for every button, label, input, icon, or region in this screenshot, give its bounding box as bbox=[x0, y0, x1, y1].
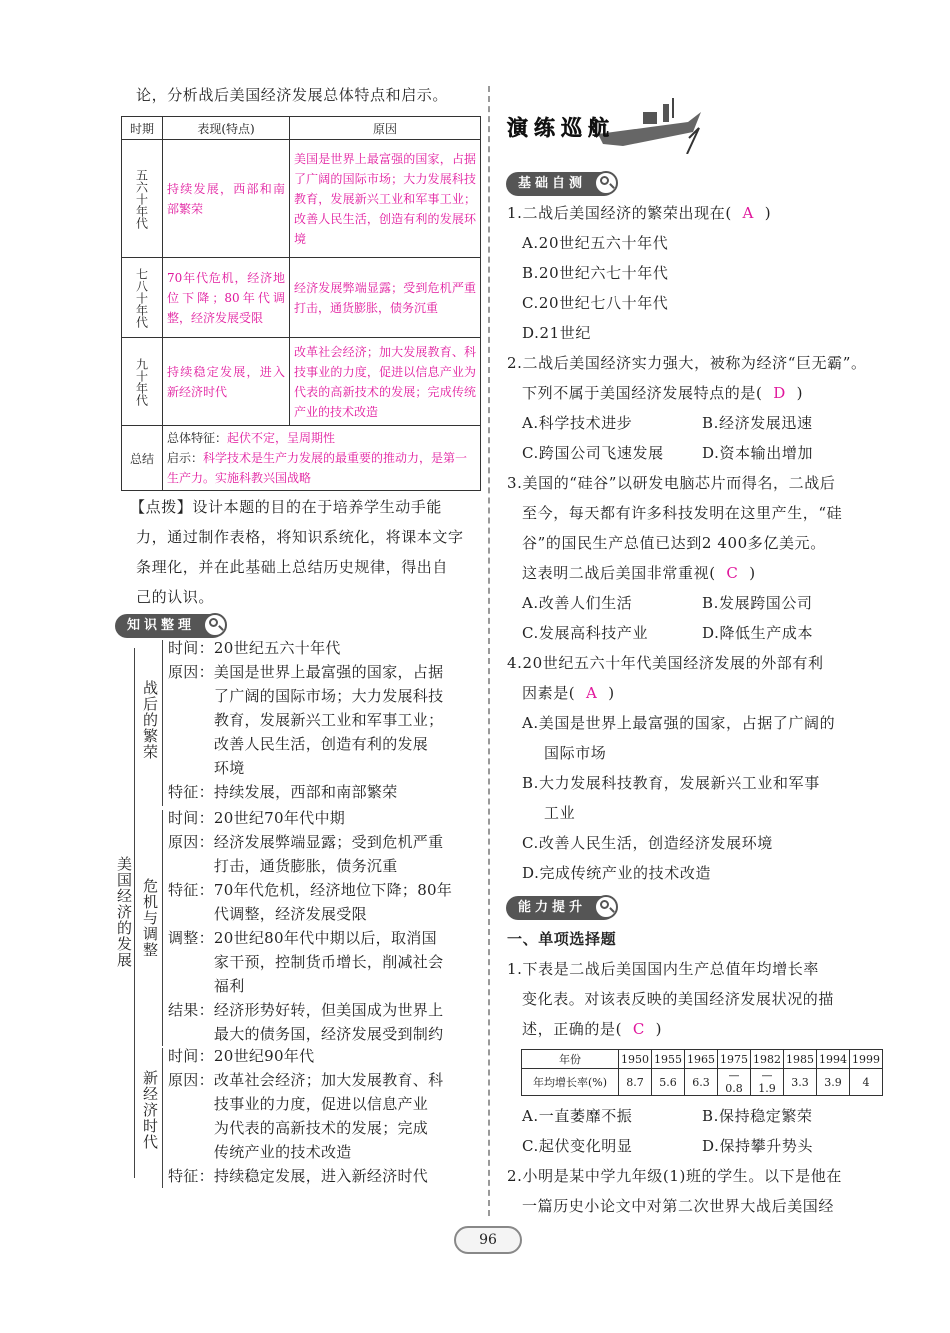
banner-title: 演练巡航 bbox=[507, 115, 615, 140]
basic-badge bbox=[506, 172, 616, 196]
tree-line: 结果：经济形势好转，但美国成为世界上 bbox=[168, 1001, 444, 1019]
option: C.20世纪七八十年代 bbox=[522, 294, 669, 312]
question-stem: 下列不属于美国经济发展特点的是( bbox=[522, 384, 763, 402]
year-cell: 1975 bbox=[718, 1050, 751, 1069]
tree-line: 技事业的力度，促进以信息产业 bbox=[168, 1095, 429, 1113]
tree-line: 时间：20世纪70年代中期 bbox=[168, 809, 346, 827]
tree-line: 特征：持续稳定发展，进入新经济时代 bbox=[168, 1167, 429, 1185]
group-list bbox=[168, 806, 452, 1046]
option: B.20世纪六七十年代 bbox=[522, 264, 669, 282]
group-brace bbox=[162, 810, 163, 1046]
tree-root-brace bbox=[134, 648, 135, 1178]
tree-line: 打击，通货膨胀，债务沉重 bbox=[168, 857, 398, 875]
feature-cell: 持续稳定发展，进入新经济时代 bbox=[163, 338, 290, 426]
question-stem: 1.二战后美国经济的繁荣出现在( bbox=[507, 204, 732, 222]
option: D.降低生产成本 bbox=[702, 624, 814, 642]
summary-lesson: 科学技术是生产力发展的最重要的推动力，是第一生产力。实施科教兴国战略 bbox=[167, 451, 468, 485]
period-cell: 五六十年代 bbox=[134, 168, 149, 229]
option: A.20世纪五六十年代 bbox=[522, 234, 669, 252]
magnifier-icon bbox=[594, 895, 618, 919]
basic-badge-label: 基础自测 bbox=[518, 176, 587, 191]
summary-prefix: 总体特征： bbox=[167, 431, 228, 445]
group-list bbox=[168, 636, 443, 804]
question-stem: 1.下表是二战后美国国内生产总值年均增长率 bbox=[507, 960, 819, 978]
tree-line: 为代表的高新技术的发展；完成 bbox=[168, 1119, 429, 1137]
option: D.资本输出增加 bbox=[702, 444, 814, 462]
reason-cell: 美国是世界上最富强的国家，占据了广阔的国际市场；大力发展科技教育，发展新兴工业和军事工业；改善人民生活，创造有利的发展环境 bbox=[290, 140, 481, 258]
question-stem: 这表明二战后美国非常重视( bbox=[522, 564, 716, 582]
tree-line: 调整：20世纪80年代中期以后，取消国 bbox=[168, 929, 437, 947]
option-cont: 工业 bbox=[544, 804, 576, 822]
question-p1-line bbox=[522, 1014, 662, 1044]
paren-close: ) bbox=[655, 1020, 663, 1038]
tip-line: 己的认识。 bbox=[136, 588, 215, 606]
tree-line: 福利 bbox=[168, 977, 245, 995]
magnifier-icon bbox=[203, 613, 227, 637]
question-3-line bbox=[522, 558, 756, 588]
ability-badge-label: 能力提升 bbox=[518, 900, 587, 915]
ability-badge bbox=[506, 896, 616, 920]
year-cell: 1985 bbox=[784, 1050, 817, 1069]
rate-cell: 6.3 bbox=[685, 1069, 718, 1096]
knowledge-badge bbox=[115, 614, 225, 638]
tree-line: 家干预，控制货币增长，削减社会 bbox=[168, 953, 444, 971]
column-divider bbox=[488, 86, 490, 1216]
option: C.起伏变化明显 bbox=[522, 1137, 633, 1155]
paren-close: ) bbox=[796, 384, 804, 402]
paren-close: ) bbox=[608, 684, 615, 702]
tip-line: 条理化，并在此基础上总结历史规律，得出自 bbox=[136, 558, 449, 576]
tree-line: 传统产业的技术改造 bbox=[168, 1143, 352, 1161]
option: B.经济发展迅速 bbox=[702, 414, 813, 432]
summary-feature: 起伏不定，呈周期性 bbox=[227, 431, 336, 445]
year-cell: 1965 bbox=[685, 1050, 718, 1069]
tree-line: 时间：20世纪90年代 bbox=[168, 1047, 315, 1065]
col-header-period: 时期 bbox=[122, 117, 163, 140]
intro-line: 论，分析战后美国经济发展总体特点和启示。 bbox=[136, 86, 449, 104]
tree-line: 代调整，经济发展受限 bbox=[168, 905, 367, 923]
tree-line: 特征：70年代危机，经济地位下降；80年 bbox=[168, 881, 453, 899]
option: B.大力发展科技教育，发展新兴工业和军事 bbox=[522, 774, 820, 792]
tree-line: 改善人民生活，创造有利的发展 bbox=[168, 735, 429, 753]
period-cell: 九十年代 bbox=[134, 357, 149, 406]
knowledge-badge-label: 知识整理 bbox=[127, 618, 196, 633]
year-cell: 1994 bbox=[817, 1050, 850, 1069]
option: A.科学技术进步 bbox=[522, 414, 633, 432]
rate-cell: 4 bbox=[850, 1069, 883, 1096]
option: A.一直萎靡不振 bbox=[522, 1107, 633, 1125]
feature-cell: 持续发展，西部和南部繁荣 bbox=[163, 140, 290, 258]
row-label: 年均增长率(%) bbox=[522, 1069, 619, 1096]
question-stem: 2.二战后美国经济实力强大，被称为经济“巨无霸”。 bbox=[507, 354, 867, 372]
rate-cell: 5.6 bbox=[652, 1069, 685, 1096]
group-list bbox=[168, 1044, 443, 1188]
page-number: 96 bbox=[479, 1232, 497, 1248]
answer-mark: C bbox=[726, 564, 739, 582]
tree-line: 最大的债务国，经济发展受到制约 bbox=[168, 1025, 444, 1043]
option: B.发展跨国公司 bbox=[702, 594, 813, 612]
tree-line: 时间：20世纪五六十年代 bbox=[168, 639, 341, 657]
question-2-line bbox=[522, 378, 803, 408]
year-cell: 1950 bbox=[619, 1050, 652, 1069]
row-label: 年份 bbox=[522, 1050, 619, 1069]
magnifier-icon bbox=[594, 171, 618, 195]
question-1 bbox=[507, 198, 771, 228]
banner bbox=[503, 94, 703, 154]
option: A.改善人们生活 bbox=[522, 594, 633, 612]
tree-root-label: 美国经济的发展 bbox=[115, 856, 133, 968]
rate-cell: 3.3 bbox=[784, 1069, 817, 1096]
col-header-feature: 表现(特点) bbox=[163, 117, 290, 140]
group-label: 战后的繁荣 bbox=[141, 680, 159, 760]
tip-line: 力，通过制作表格，将知识系统化，将课本文字 bbox=[136, 528, 464, 546]
question-stem: 3.美国的“硅谷”以研发电脑芯片而得名，二战后 bbox=[507, 474, 836, 492]
question-stem: 2.小明是某中学九年级(1)班的学生。以下是他在 bbox=[507, 1167, 842, 1185]
reason-cell: 经济发展弊端显露；受到危机严重打击，通货膨胀，债务沉重 bbox=[290, 258, 481, 338]
year-cell: 1955 bbox=[652, 1050, 685, 1069]
option: A.美国是世界上最富强的国家，占据了广阔的 bbox=[522, 714, 836, 732]
option: D.保持攀升势头 bbox=[702, 1137, 814, 1155]
summary-label: 总结 bbox=[122, 426, 163, 491]
answer-mark: A bbox=[742, 204, 754, 222]
year-cell: 1982 bbox=[751, 1050, 784, 1069]
option: B.保持稳定繁荣 bbox=[702, 1107, 813, 1125]
group-brace bbox=[162, 1048, 163, 1188]
period-cell: 七八十年代 bbox=[134, 267, 149, 328]
question-stem: 变化表。对该表反映的美国经济发展状况的描 bbox=[522, 990, 835, 1008]
page-number-frame bbox=[454, 1226, 522, 1254]
rate-cell: —0.8 bbox=[718, 1069, 751, 1096]
tree-line: 环境 bbox=[168, 759, 245, 777]
option: C.跨国公司飞速发展 bbox=[522, 444, 664, 462]
tree-line: 特征：持续发展，西部和南部繁荣 bbox=[168, 783, 398, 801]
feature-cell: 70年代危机，经济地位下降；80年代调整，经济发展受限 bbox=[163, 258, 290, 338]
reason-cell: 改革社会经济；加大发展教育、科技事业的力度，促进以信息产业为代表的高新技术的发展；完成传统产业的技术改造 bbox=[290, 338, 481, 426]
question-stem: 述，正确的是( bbox=[522, 1020, 623, 1038]
option: C.改善人民生活，创造经济发展环境 bbox=[522, 834, 773, 852]
tree-line: 教育，发展新兴工业和军事工业； bbox=[168, 711, 444, 729]
option: C.发展高科技产业 bbox=[522, 624, 649, 642]
paren-close: ) bbox=[764, 204, 772, 222]
paren-close: ) bbox=[749, 564, 756, 582]
section-heading: 一、单项选择题 bbox=[507, 930, 617, 948]
tree-line: 了广阔的国际市场；大力发展科技 bbox=[168, 687, 444, 705]
question-stem: 至今，每天都有许多科技发明在这里产生，“硅 bbox=[522, 504, 843, 522]
col-header-reason: 原因 bbox=[290, 117, 481, 140]
question-stem: 谷”的国民生产总值已达到2 400多亿美元。 bbox=[522, 534, 826, 552]
answer-mark: D bbox=[773, 384, 786, 402]
question-4-line bbox=[522, 678, 615, 708]
group-brace bbox=[162, 640, 163, 806]
us-economy-table bbox=[121, 116, 481, 491]
tip-line: 【点拨】设计本题的目的在于培养学生动手能 bbox=[130, 498, 443, 516]
summary-prefix: 启示： bbox=[167, 451, 204, 465]
question-stem: 因素是( bbox=[522, 684, 576, 702]
tree-line: 原因：经济发展弊端显露；受到危机严重 bbox=[168, 833, 444, 851]
tree-line: 原因：美国是世界上最富强的国家，占据 bbox=[168, 663, 444, 681]
rate-cell: —1.9 bbox=[751, 1069, 784, 1096]
group-label: 危机与调整 bbox=[141, 878, 159, 958]
option-cont: 国际市场 bbox=[544, 744, 607, 762]
rate-cell: 8.7 bbox=[619, 1069, 652, 1096]
year-cell: 1999 bbox=[850, 1050, 883, 1069]
option: D.完成传统产业的技术改造 bbox=[522, 864, 712, 882]
answer-mark: A bbox=[586, 684, 598, 702]
group-label: 新经济时代 bbox=[141, 1070, 159, 1150]
tree-line: 原因：改革社会经济；加大发展教育、科 bbox=[168, 1071, 444, 1089]
option: D.21世纪 bbox=[522, 324, 591, 342]
gdp-growth-table bbox=[521, 1049, 883, 1096]
question-stem: 4.20世纪五六十年代美国经济发展的外部有利 bbox=[507, 654, 824, 672]
answer-mark: C bbox=[632, 1020, 645, 1038]
question-stem: 一篇历史小论文中对第二次世界大战后美国经 bbox=[522, 1197, 835, 1215]
rate-cell: 3.9 bbox=[817, 1069, 850, 1096]
